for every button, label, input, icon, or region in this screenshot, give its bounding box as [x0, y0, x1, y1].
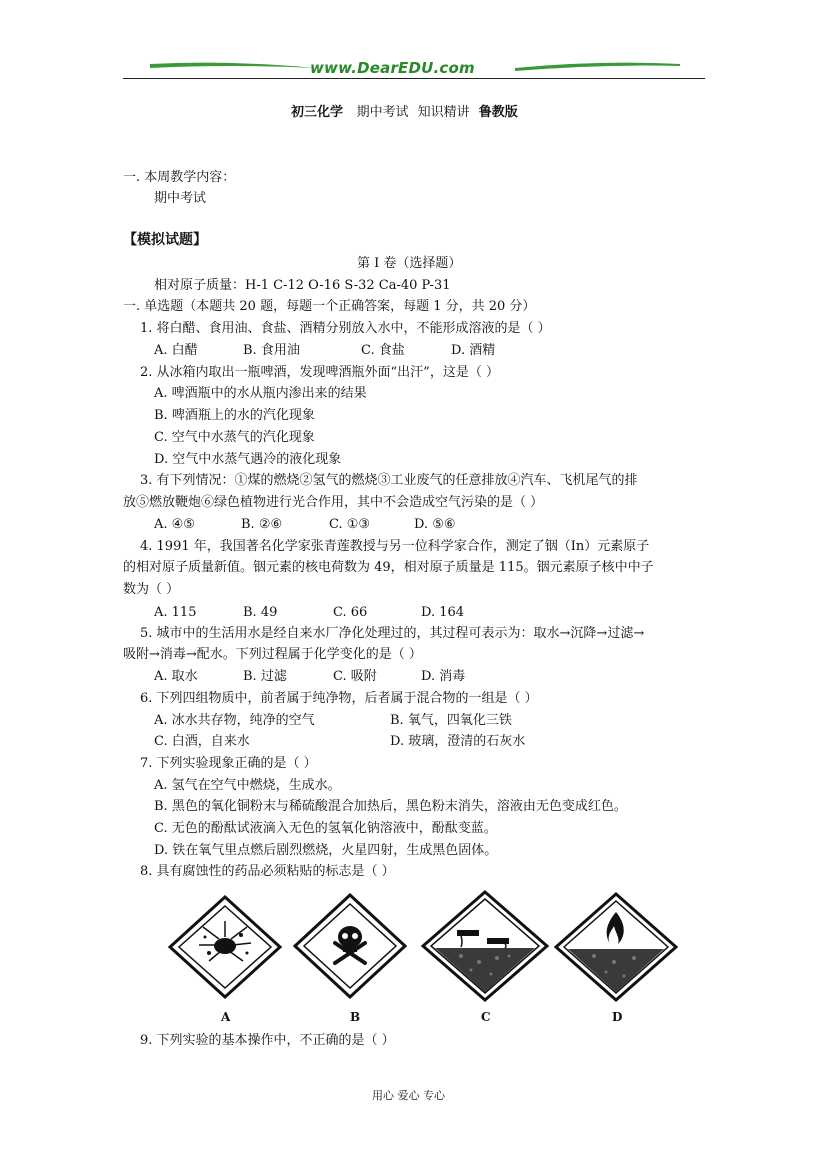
question-8-label-d: D [612, 1010, 623, 1024]
question-6-choice-b: B. 氧气，四氧化三铁 [390, 713, 512, 728]
question-6-stem: 6. 下列四组物质中，前者属于纯净物，后者属于混合物的一组是（ ） [140, 691, 538, 706]
flammable-sign-icon [554, 892, 678, 1002]
question-8-label-a: A [221, 1010, 231, 1024]
question-4-stem-line-3: 数为（ ） [123, 582, 180, 597]
question-4-choice-b: B. 49 [243, 605, 278, 620]
question-4-stem-line-2: 的相对原子质量新值。铟元素的核电荷数为 49，相对原子质量是 115。铟元素原子核中中子 [123, 560, 654, 575]
question-3-choice-a: A. ④⑤ [154, 517, 195, 532]
question-4-choice-c: C. 66 [333, 605, 368, 620]
volume-title: 第 I 卷（选择题） [357, 256, 462, 271]
question-2-choice-d: D. 空气中水蒸气遇冷的液化现象 [154, 452, 342, 467]
site-logo: www.DearEDU.com [310, 59, 475, 77]
question-7-choice-a: A. 氢气在空气中燃烧，生成水。 [154, 778, 341, 793]
question-8-label-b: B [350, 1010, 361, 1024]
question-7-choice-b: B. 黑色的氧化铜粉末与稀硫酸混合加热后，黑色粉末消失，溶液由无色变成红色。 [154, 799, 627, 814]
question-1-choice-a: A. 白醋 [154, 343, 198, 358]
question-5-stem-line-1: 5. 城市中的生活用水是经自来水厂净化处理过的，其过程可表示为：取水→沉降→过滤→ [140, 626, 645, 641]
question-1-stem: 1. 将白醋、食用油、食盐、酒精分别放入水中，不能形成溶液的是（ ） [140, 321, 551, 336]
question-3-stem-line-1: 3. 有下列情况：①煤的燃烧②氢气的燃烧③工业废气的任意排放④汽车、飞机尾气的排 [140, 473, 638, 488]
question-1-choice-d: D. 酒精 [451, 343, 496, 358]
question-3-choice-d: D. ⑤⑥ [414, 517, 456, 532]
question-7-choice-c: C. 无色的酚酞试液滴入无色的氢氧化钠溶液中，酚酞变蓝。 [154, 821, 497, 836]
header-divider [123, 78, 705, 79]
header-swoosh-left [150, 60, 315, 74]
question-6-choice-d: D. 玻璃，澄清的石灰水 [390, 734, 526, 749]
question-2-choice-b: B. 啤酒瓶上的水的汽化现象 [154, 408, 315, 423]
header-swoosh-right [515, 60, 680, 74]
question-5-stem-line-2: 吸附→消毒→配水。下列过程属于化学变化的是（ ） [123, 647, 422, 662]
question-8-stem: 8. 具有腐蚀性的药品必须粘贴的标志是（ ） [140, 864, 395, 879]
question-2-stem: 2. 从冰箱内取出一瓶啤酒，发现啤酒瓶外面“出汗”，这是（ ） [140, 365, 499, 380]
question-8-label-c: C [481, 1010, 491, 1024]
page-title [291, 104, 518, 122]
question-3-choice-c: C. ①③ [329, 517, 371, 532]
question-5-choice-a: A. 取水 [154, 669, 198, 684]
question-6-choice-a: A. 冰水共存物，纯净的空气 [154, 713, 315, 728]
question-3-choice-b: B. ②⑥ [241, 517, 283, 532]
question-5-choice-d: D. 消毒 [421, 669, 466, 684]
mock-heading: 【模拟试题】 [123, 232, 207, 248]
question-7-stem: 7. 下列实验现象正确的是（ ） [140, 756, 317, 771]
question-1-choice-c: C. 食盐 [361, 343, 405, 358]
question-9-stem: 9. 下列实验的基本操作中，不正确的是（ ） [140, 1033, 395, 1048]
part-heading: 一. 单选题（本题共 20 题，每题一个正确答案，每题 1 分，共 20 分） [123, 299, 536, 314]
section-heading: 一. 本周教学内容： [123, 170, 236, 185]
question-4-choice-d: D. 164 [421, 605, 465, 620]
title-exam: 期中考试 [356, 105, 409, 120]
toxic-skull-sign-icon [293, 893, 407, 999]
question-5-choice-b: B. 过滤 [243, 669, 287, 684]
question-2-choice-c: C. 空气中水蒸气的汽化现象 [154, 430, 315, 445]
title-edition: 鲁教版 [478, 105, 518, 120]
atomic-masses: 相对原子质量：H-1 C-12 O-16 S-32 Ca-40 P-31 [154, 278, 451, 293]
title-subject: 初三化学 [291, 105, 344, 120]
section-content: 期中考试 [154, 191, 207, 206]
question-4-stem-line-1: 4. 1991 年，我国著名化学家张青莲教授与另一位科学家合作，测定了铟（In）元素原子 [140, 539, 650, 554]
question-7-choice-d: D. 铁在氧气里点燃后剧烈燃烧，火星四射，生成黑色固体。 [154, 843, 498, 858]
question-2-choice-a: A. 啤酒瓶中的水从瓶内渗出来的结果 [154, 386, 367, 401]
page-footer: 用心 爱心 专心 [372, 1089, 445, 1102]
question-4-choice-a: A. 115 [154, 605, 197, 620]
question-5-choice-c: C. 吸附 [333, 669, 377, 684]
title-topic: 知识精讲 [417, 105, 470, 120]
explosive-sign-icon [167, 895, 283, 999]
corrosive-sign-icon [421, 890, 549, 1002]
question-1-choice-b: B. 食用油 [243, 343, 300, 358]
question-6-choice-c: C. 白酒，自来水 [154, 734, 250, 749]
question-3-stem-line-2: 放⑤燃放鞭炮⑥绿色植物进行光合作用，其中不会造成空气污染的是（ ） [123, 495, 544, 510]
